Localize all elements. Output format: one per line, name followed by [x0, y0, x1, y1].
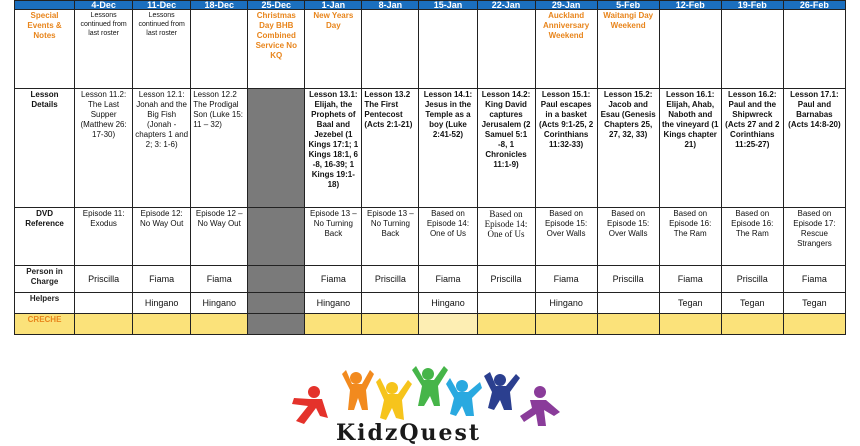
date-header: 1-Jan: [305, 1, 362, 10]
creche-cell: [659, 314, 721, 335]
special-events-row: [15, 10, 846, 89]
dvd-cell-closed: [248, 208, 305, 266]
helpers-cell: [597, 293, 659, 314]
dvd-cell: Episode 13 – No Turning Back: [362, 208, 419, 266]
person-cell-closed: [248, 266, 305, 293]
events-cell: [477, 10, 535, 89]
lesson-cell: Lesson 11.2: The Last Supper (Matthew 26: 17-30): [75, 89, 133, 208]
creche-cell: [191, 314, 248, 335]
date-header: 26-Feb: [783, 1, 845, 10]
row-label-person-in-charge: Person in Charge: [15, 266, 75, 293]
creche-cell: [783, 314, 845, 335]
date-header: 22-Jan: [477, 1, 535, 10]
person-cell: Priscilla: [362, 266, 419, 293]
helpers-cell: Tegan: [659, 293, 721, 314]
person-cell: Priscilla: [721, 266, 783, 293]
dvd-cell: Based on Episode 14: One of Us: [477, 208, 535, 266]
date-header: 18-Dec: [191, 1, 248, 10]
helpers-cell: Hingano: [419, 293, 477, 314]
person-cell: Fiama: [659, 266, 721, 293]
lesson-details-row: [15, 89, 846, 208]
jumping-figure-cyan: [446, 378, 482, 416]
jumping-figure-yellow: [376, 378, 412, 420]
events-cell: [419, 10, 477, 89]
date-header: 15-Jan: [419, 1, 477, 10]
header-row: [15, 1, 846, 10]
lesson-cell: Lesson 17.1: Paul and Barnabas (Acts 14:8-20): [783, 89, 845, 208]
jumping-figure-purple: [520, 386, 560, 426]
dvd-reference-row: [15, 208, 846, 266]
creche-cell: [362, 314, 419, 335]
helpers-cell: [75, 293, 133, 314]
jumping-figure-navy: [484, 372, 520, 410]
row-label-dvd-reference: DVD Reference: [15, 208, 75, 266]
lesson-cell: Lesson 16.1: Elijah, Ahab, Naboth and the vineyard (1 Kings chapter 21): [659, 89, 721, 208]
lesson-cell: Lesson 13.1: Elijah, the Prophets of Baal and Jezebel (1 Kings 17:1; 1 Kings 18:1, 6 -8, 16-39; 1 Kings 19:1-18): [305, 89, 362, 208]
jumping-figure-green: [412, 366, 448, 406]
date-header: 4-Dec: [75, 1, 133, 10]
helpers-cell: Hingano: [133, 293, 191, 314]
row-label-lesson-details: Lesson Details: [15, 89, 75, 208]
dvd-cell: Based on Episode 17: Rescue Strangers: [783, 208, 845, 266]
person-cell: Fiama: [305, 266, 362, 293]
lesson-cell: Lesson 12.1: Jonah and the Big Fish (Jonah - chapters 1 and 2; 3: 1-6): [133, 89, 191, 208]
events-cell: Lessons continued from last roster: [133, 10, 191, 89]
person-cell: Priscilla: [477, 266, 535, 293]
dvd-cell: Based on Episode 15: Over Walls: [597, 208, 659, 266]
creche-cell: [477, 314, 535, 335]
row-label-helpers: Helpers: [15, 293, 75, 314]
person-cell: Fiama: [783, 266, 845, 293]
date-header: 11-Dec: [133, 1, 191, 10]
helpers-cell: Hingano: [535, 293, 597, 314]
kidzquest-wordmark: KidzQuest: [336, 420, 482, 446]
lesson-cell: Lesson 13.2 The First Pentecost (Acts 2:1-21): [362, 89, 419, 208]
creche-cell: [535, 314, 597, 335]
lesson-cell: Lesson 16.2: Paul and the Shipwreck (Acts 27 and 2 Corinthians 11:25-27): [721, 89, 783, 208]
person-cell: Fiama: [419, 266, 477, 293]
jumping-figure-red: [292, 386, 328, 424]
date-header: 8-Jan: [362, 1, 419, 10]
events-cell: [191, 10, 248, 89]
events-cell: New Years Day: [305, 10, 362, 89]
events-cell: Lessons continued from last roster: [75, 10, 133, 89]
events-cell: [721, 10, 783, 89]
dvd-cell: Based on Episode 16: The Ram: [721, 208, 783, 266]
dvd-cell: Episode 12 – No Way Out: [191, 208, 248, 266]
person-in-charge-row: [15, 266, 846, 293]
events-cell: [783, 10, 845, 89]
helpers-cell: Tegan: [721, 293, 783, 314]
person-cell: Priscilla: [597, 266, 659, 293]
dvd-cell: Based on Episode 14: One of Us: [419, 208, 477, 266]
row-label-creche: CRECHE: [15, 314, 75, 335]
person-cell: Priscilla: [75, 266, 133, 293]
date-header: 29-Jan: [535, 1, 597, 10]
dvd-cell: Based on Episode 16: The Ram: [659, 208, 721, 266]
dvd-cell: Episode 12: No Way Out: [133, 208, 191, 266]
creche-row: [15, 314, 846, 335]
lesson-cell: Lesson 14.2: King David captures Jerusalem (2 Samuel 5:1 -8, 1 Chronicles 11:1-9): [477, 89, 535, 208]
person-cell: Fiama: [133, 266, 191, 293]
creche-cell: [133, 314, 191, 335]
helpers-cell-closed: [248, 293, 305, 314]
creche-cell: [597, 314, 659, 335]
events-cell: Auckland Anniversary Weekend: [535, 10, 597, 89]
dvd-cell: Based on Episode 15: Over Walls: [535, 208, 597, 266]
lesson-cell: Lesson 15.2: Jacob and Esau (Genesis Chapters 25, 27, 32, 33): [597, 89, 659, 208]
lesson-cell: Lesson 14.1: Jesus in the Temple as a boy (Luke 2:41-52): [419, 89, 477, 208]
helpers-cell: Hingano: [191, 293, 248, 314]
jumping-figure-orange: [342, 370, 374, 410]
dvd-cell: Episode 11: Exodus: [75, 208, 133, 266]
helpers-cell: [477, 293, 535, 314]
helpers-row: [15, 293, 846, 314]
header-corner: [15, 1, 75, 10]
creche-cell: [305, 314, 362, 335]
dvd-cell: Episode 13 – No Turning Back: [305, 208, 362, 266]
roster-sheet: [14, 0, 846, 446]
row-label-special-events: Special Events & Notes: [15, 10, 75, 89]
lesson-cell: Lesson 15.1: Paul escapes in a basket (Acts 9:1-25, 2 Corinthians 11:32-33): [535, 89, 597, 208]
events-cell: [362, 10, 419, 89]
creche-cell-closed: [248, 314, 305, 335]
events-cell: [659, 10, 721, 89]
helpers-cell: [362, 293, 419, 314]
lesson-cell-closed: [248, 89, 305, 208]
helpers-cell: Hingano: [305, 293, 362, 314]
events-cell: Christmas Day BHB Combined Service No KQ: [248, 10, 305, 89]
helpers-cell: Tegan: [783, 293, 845, 314]
roster-table: [14, 0, 846, 335]
creche-cell: [75, 314, 133, 335]
creche-cell: [419, 314, 477, 335]
date-header: 19-Feb: [721, 1, 783, 10]
person-cell: Fiama: [535, 266, 597, 293]
lesson-cell: Lesson 12.2 The Prodigal Son (Luke 15: 11 – 32): [191, 89, 248, 208]
date-header: 12-Feb: [659, 1, 721, 10]
person-cell: Fiama: [191, 266, 248, 293]
date-header: 25-Dec: [248, 1, 305, 10]
events-cell: Waitangi Day Weekend: [597, 10, 659, 89]
creche-cell: [721, 314, 783, 335]
date-header: 5-Feb: [597, 1, 659, 10]
